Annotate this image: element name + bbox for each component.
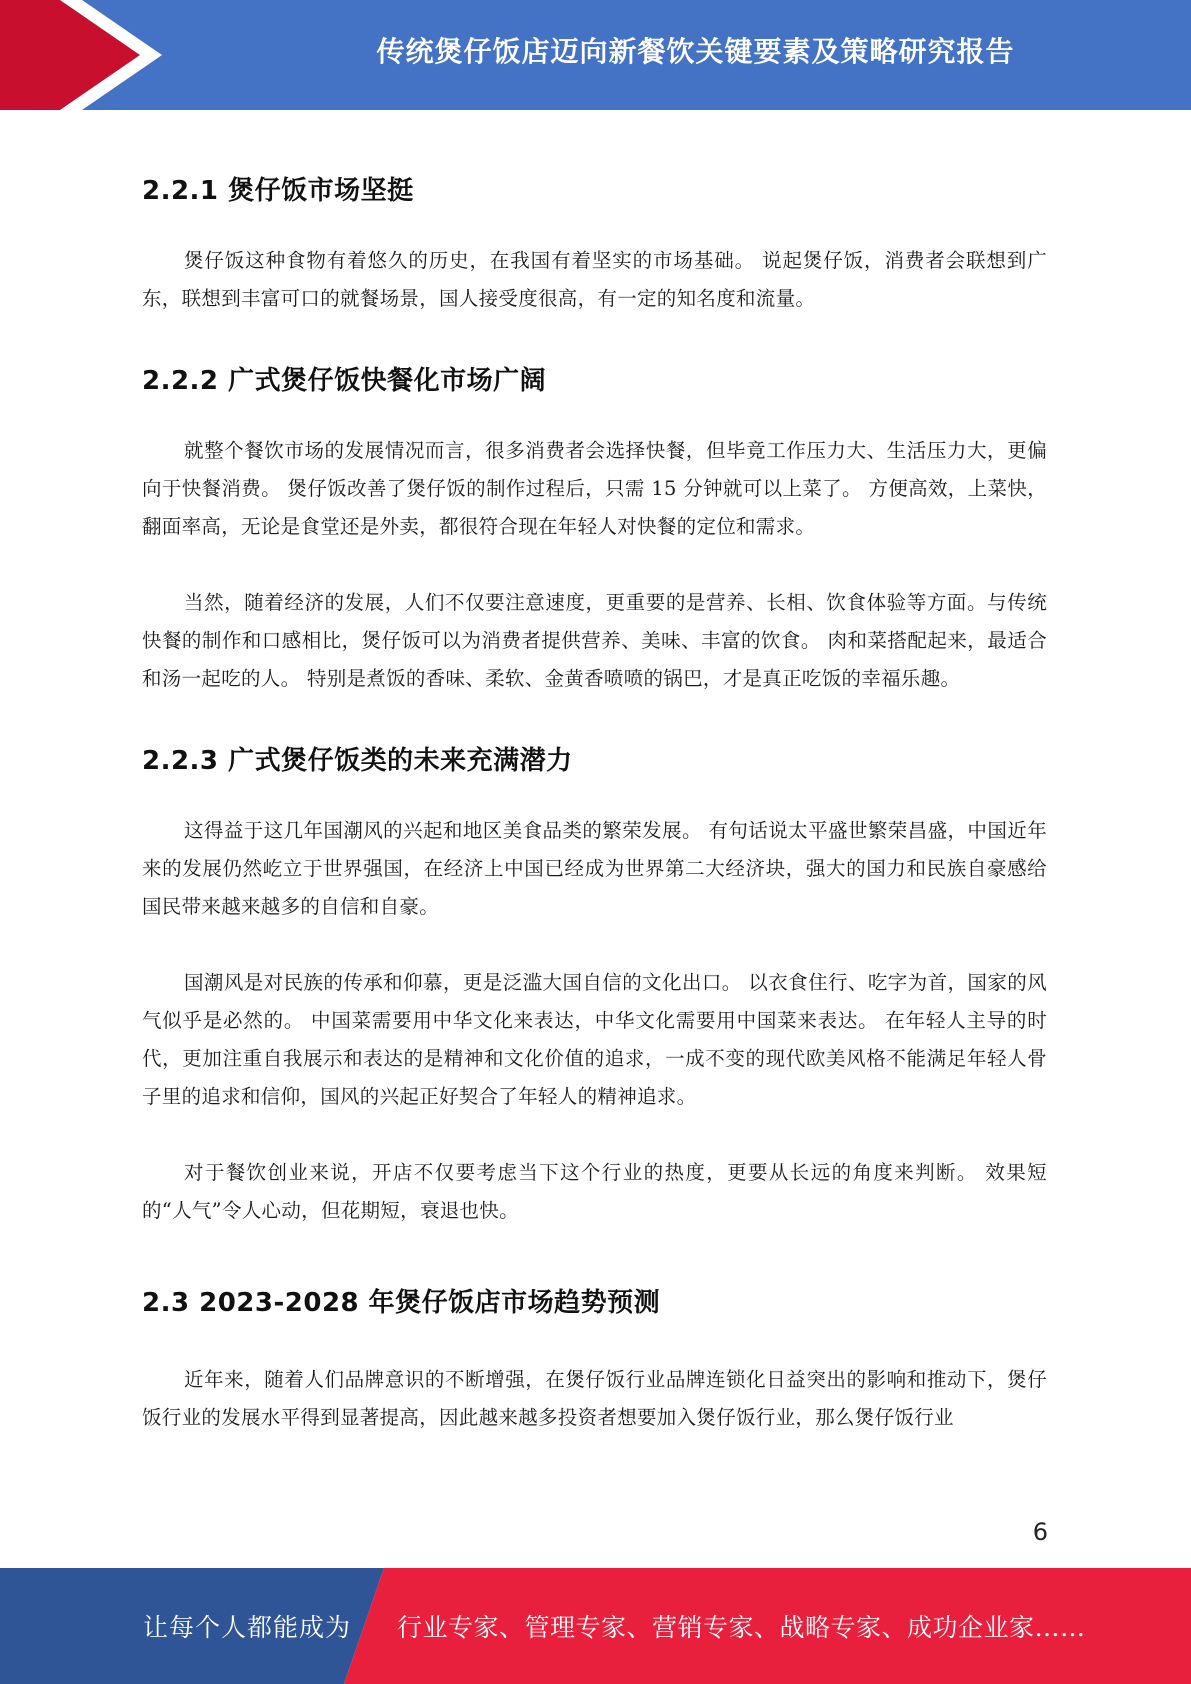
section-heading-2-2-2: 2.2.2 广式煲仔饭快餐化市场广阔 bbox=[142, 366, 547, 396]
paragraph: 国潮风是对民族的传承和仰慕，更是泛滥大国自信的文化出口。 以衣食住行、吃字为首，国家的风气似乎是必然的。 中国菜需要用中华文化来表达，中华文化需要用中国菜来表达。 在年轻人主导的时代，更加注重自我展示和表达的是精神和文化价值的追求，一成不变的现代欧美风格不能满足年轻人骨子里的追求和信仰，国风的兴起正好契合了年轻人的精神追求。 bbox=[142, 971, 1047, 1108]
paragraph: 对于餐饮创业来说，开店不仅要考虑当下这个行业的热度，更要从长远的角度来判断。 效果短的“人气”令人心动，但花期短，衰退也快。 bbox=[142, 1161, 1047, 1222]
report-title: 传统煲仔饭店迈向新餐饮关键要素及策略研究报告 bbox=[376, 35, 1015, 68]
paragraph: 这得益于这几年国潮风的兴起和地区美食品类的繁荣发展。 有句话说太平盛世繁荣昌盛，中国近年来的发展仍然屹立于世界强国，在经济上中国已经成为世界第二大经济块，强大的国力和民族自豪感给国民带来越来越多的自信和自豪。 bbox=[142, 819, 1047, 918]
section-heading-2-2-1: 2.2.1 煲仔饭市场坚挺 bbox=[142, 176, 414, 206]
paragraph: 就整个餐饮市场的发展情况而言，很多消费者会选择快餐，但毕竟工作压力大、生活压力大，更偏向于快餐消费。 煲仔饭改善了煲仔饭的制作过程后，只需 15 分钟就可以上菜了。 方便高效，上菜快，翻面率高，无论是食堂还是外卖，都很符合现在年轻人对快餐的定位和需求。 bbox=[142, 439, 1047, 538]
footer-slogan-left: 让每个人都能成为 bbox=[143, 1613, 352, 1642]
footer-banner bbox=[0, 1568, 1191, 1684]
paragraph: 当然，随着经济的发展，人们不仅要注意速度，更重要的是营养、长相、饮食体验等方面。与传统快餐的制作和口感相比，煲仔饭可以为消费者提供营养、美味、丰富的饮食。 肉和菜搭配起来，最适合和汤一起吃的人。 特别是煮饭的香味、柔软、金黄香喷喷的锅巴，才是真正吃饭的幸福乐趣。 bbox=[142, 591, 1047, 690]
section-heading-2-3: 2.3 2023-2028 年煲仔饭店市场趋势预测 bbox=[142, 1288, 661, 1318]
page-number: 6 bbox=[1032, 1518, 1048, 1546]
section-heading-2-2-3: 2.2.3 广式煲仔饭类的未来充满潜力 bbox=[142, 746, 573, 776]
paragraph: 近年来，随着人们品牌意识的不断增强，在煲仔饭行业品牌连锁化日益突出的影响和推动下，煲仔饭行业的发展水平得到显著提高，因此越来越多投资者想要加入煲仔饭行业，那么煲仔饭行业 bbox=[142, 1368, 1047, 1429]
footer-slogan-right: 行业专家、管理专家、营销专家、战略专家、成功企业家…… bbox=[397, 1613, 1086, 1642]
page-content bbox=[142, 150, 1047, 1437]
paragraph: 煲仔饭这种食物有着悠久的历史，在我国有着坚实的市场基础。 说起煲仔饭，消费者会联想到广东，联想到丰富可口的就餐场景，国人接受度很高，有一定的知名度和流量。 bbox=[142, 249, 1047, 310]
header-banner bbox=[0, 0, 1191, 110]
